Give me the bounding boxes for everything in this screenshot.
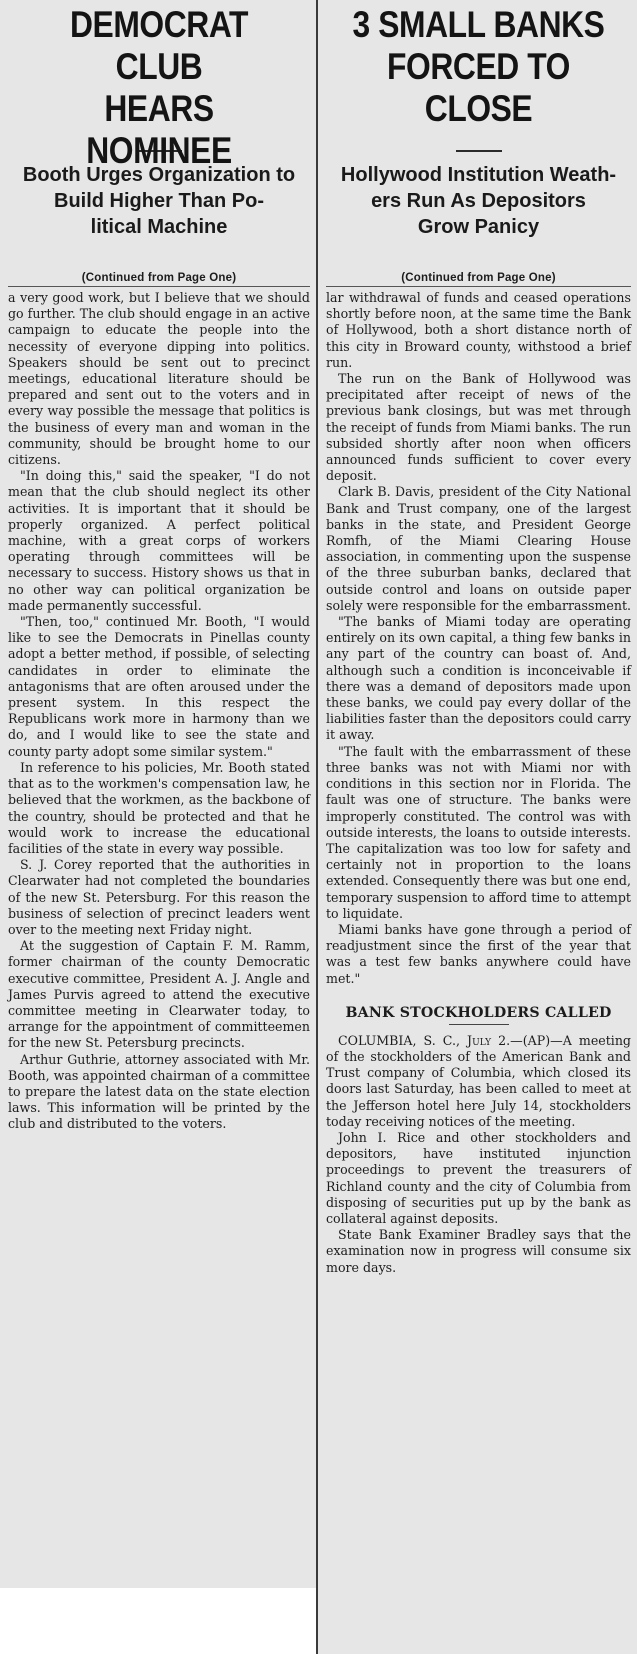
sub-story-dateline	[326, 1033, 631, 1130]
sub-story-heading: BANK STOCKHOLDERS CALLED	[345, 1004, 612, 1021]
sub-story-paragraph: State Bank Examiner Bradley says that the examination now in progress will consume six more days.	[326, 1227, 631, 1275]
right-deck: Hollywood Institution Weath- ers Run As Depositors Grow Panicy	[340, 164, 617, 238]
continued-rule	[8, 286, 310, 287]
sub-story-rule	[449, 1024, 509, 1025]
column-rule	[316, 0, 318, 1654]
left-headline: DEMOCRAT CLUB HEARS NOMINEE	[69, 4, 249, 171]
right-paragraph: Miami banks have gone through a period of readjustment since the first of the year that was a test few banks anywhere could have met."	[326, 921, 631, 986]
right-headline: 3 SMALL BANKS FORCED TO CLOSE	[352, 4, 605, 129]
right-paragraph: The run on the Bank of Hollywood was precipitated after receipt of news of the previous bank closings, but was met through the receipt of funds from Miami banks. The run subsided shortly after noon when officers announced funds sufficient to cover every deposit.	[326, 371, 631, 484]
left-deck: Booth Urges Organization to Build Higher Than Po- litical Machine	[22, 164, 296, 238]
left-body	[8, 290, 310, 1133]
left-paragraph: "In doing this," said the speaker, "I do not mean that the club should neglect its other activities. It is important that it should be properly organized. A perfect political machine, with a great corps of workers operating through committees will be necessary to success. History shows us that in no other way can political organization be made permanently successful.	[8, 468, 310, 613]
continued-rule	[326, 286, 631, 287]
right-paragraph: lar withdrawal of funds and ceased operations shortly before noon, at the same time the Bank of Hollywood, both a short distance north of this city in Broward county, withstood a brief run.	[326, 290, 631, 370]
left-article	[0, 0, 316, 1133]
dateline: COLUMBIA, S. C., July 2.—(AP)—	[338, 1032, 563, 1048]
left-paragraph: S. J. Corey reported that the authorities in Clearwater had not completed the boundaries of the new St. Petersburg. For this reason the business of selection of precinct leaders went over to the meeting next Friday night.	[8, 857, 310, 937]
left-paragraph: In reference to his policies, Mr. Booth stated that as to the workmen's compensation law, he believed that the workmen, as the backbone of the country, should be protected and that he would work to increase the educational facilities of the state in every way possible.	[8, 759, 310, 856]
right-body	[326, 290, 631, 987]
left-paragraph: a very good work, but I believe that we should go further. The club should engage in an active campaign to educate the people into the necessity of everyone dipping into politics. Speakers should be sent out to precinct meetings, educational literature should be prepared and sent out to the voters and in every way possible the message that politics is the business of every man and woman in the community, should be brought home to our citizens.	[8, 290, 310, 468]
right-paragraph: "The banks of Miami today are operating entirely on its own capital, a thing few banks in any part of the country can boast of. And, although such a condition is inconceivable if there was a demand of depositors made upon these banks, we could pay every dollar of the liabilities faster than the depositors could carry it away.	[326, 614, 631, 743]
sub-story-body	[326, 1033, 631, 1276]
right-article	[322, 0, 635, 1276]
right-paragraph: "The fault with the embarrassment of these three banks was not with Miami nor with conditions in this section nor in Florida. The fault was one of structure. The banks were improperly constituted. The control was with outside interests, the loans to outside interests. The capitalization was too low for safety and certainly not in proportion to the loans extended. Consequently there was but one end, temporary suspension to afford time to attempt to liquidate.	[326, 743, 631, 921]
left-paragraph: "Then, too," continued Mr. Booth, "I would like to see the Democrats in Pinellas county adopt a better method, if possible, of selecting candidates in order to eliminate the antagonisms that are often aroused under the present system. In this respect the Republicans work more in harmony than we do, and I would like to see the state and county party adopt some similar system."	[8, 614, 310, 759]
sub-story-paragraph: John I. Rice and other stockholders and depositors, have instituted injunction proceedings to prevent the treasurers of Richland county and the city of Columbia from disposing of securities put up by the bank as collateral against deposits.	[326, 1129, 631, 1226]
left-continued-note: (Continued from Page One)	[81, 272, 237, 284]
left-paragraph: Arthur Guthrie, attorney associated with Mr. Booth, was appointed chairman of a committee to prepare the latest data on the state election laws. This information will be printed by the club and distributed to the voters.	[8, 1051, 310, 1132]
headline-divider	[456, 150, 502, 152]
right-paragraph: Clark B. Davis, president of the City National Bank and Trust company, one of the largest banks in the state, and President George Romfh, of the Miami Clearing House association, in commenting upon the suspense of the three suburban banks, declared that outside control and loans on outside paper solely were responsible for the embarrassment.	[326, 484, 632, 613]
sub-story-lead: A meeting of the stockholders of the American Bank and Trust company of Columbia, which closed its doors last Saturday, has been called to meet at the Jefferson hotel here July 14, stockholders today receiving notices of the meeting.	[326, 1032, 631, 1129]
left-paragraph: At the suggestion of Captain F. M. Ramm, former chairman of the county Democratic executive committee, President A. J. Angle and James Purvis agreed to attend the executive committee meeting in Clearwater today, to arrange for the appointment of committeemen for the new St. Petersburg precincts.	[8, 938, 310, 1051]
right-continued-note: (Continued from Page One)	[401, 272, 556, 284]
